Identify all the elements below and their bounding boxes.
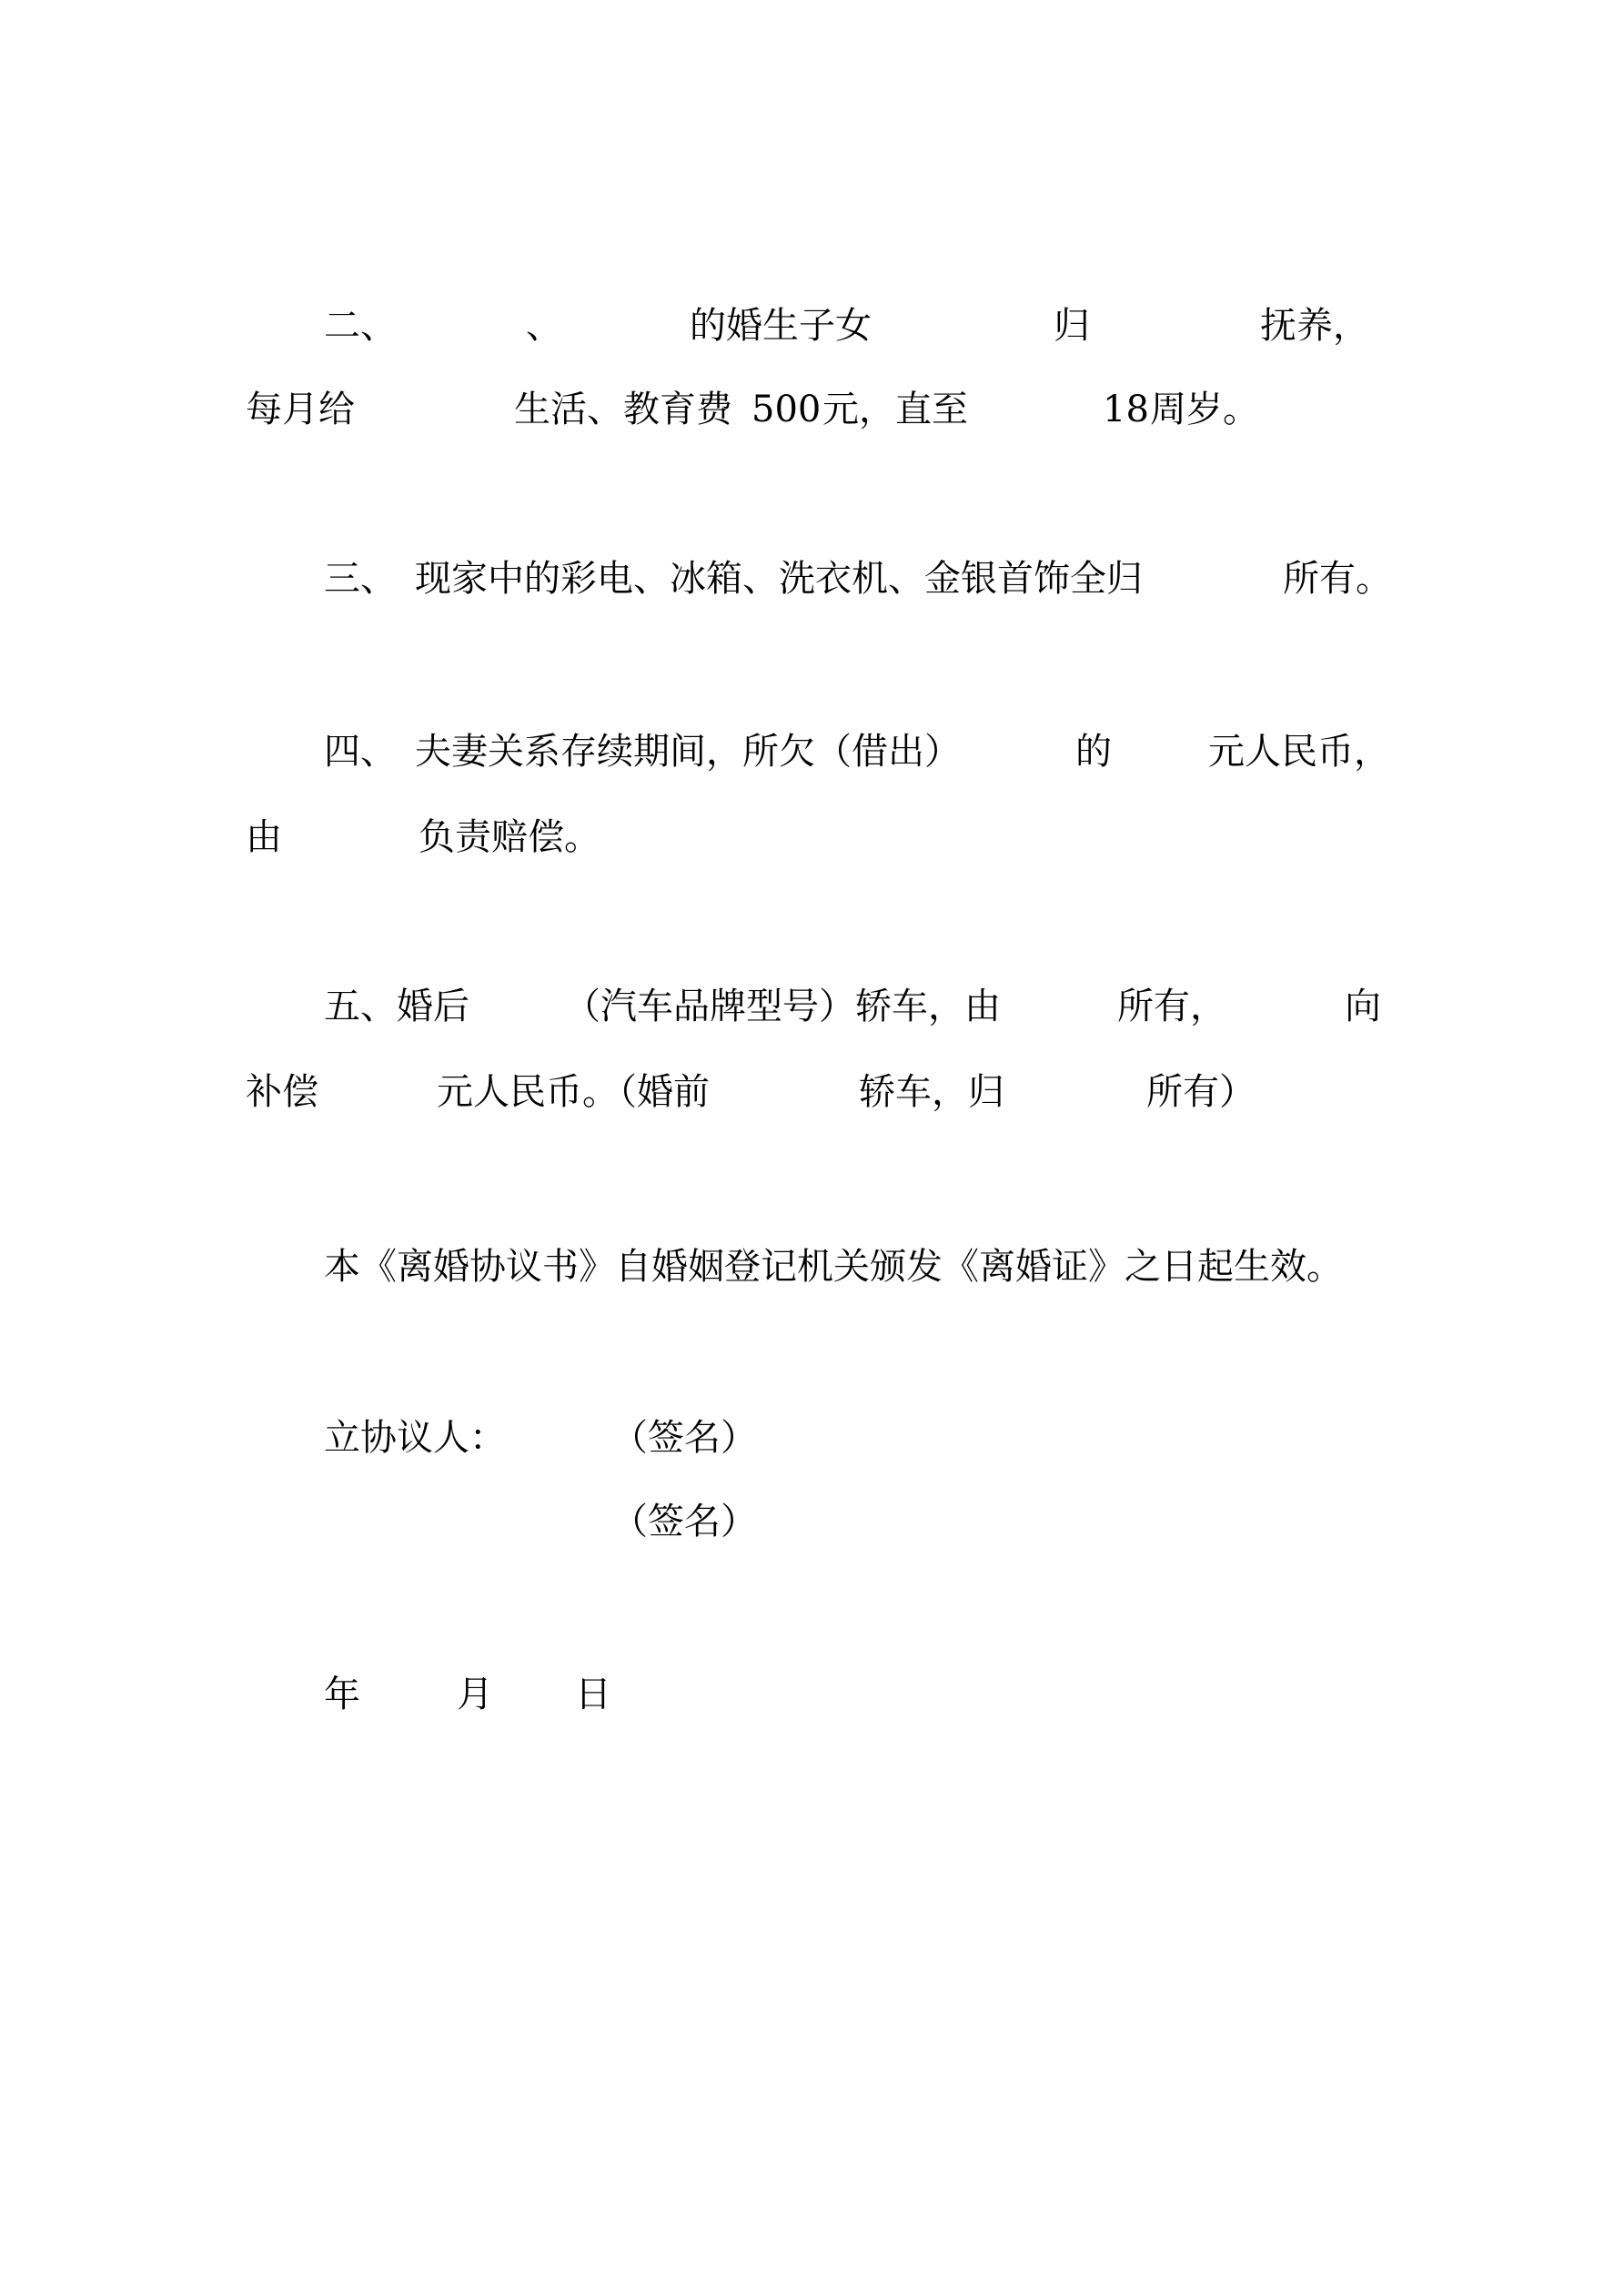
clause-text: 向 [1345,986,1381,1027]
clause-text: （汽车品牌型号）轿车，由 [564,986,1001,1027]
clause-text: 元人民币， [1208,731,1390,773]
signatories-label: 立协议人： [324,1417,506,1459]
clause-text: 周岁。 [1150,389,1259,430]
signature-placeholder: （签名） [611,1417,757,1459]
signature-placeholder: （签名） [611,1501,757,1542]
clause-number: 五、婚后 [324,986,469,1027]
date-month: 月 [457,1674,493,1715]
clause-text: 每月给 [246,389,355,430]
separator: 、 [526,305,562,347]
clause-text: 负责赔偿。 [419,816,600,858]
clause-text: 所有） [1146,1071,1256,1113]
clause-text: 轿车，归 [859,1071,1004,1113]
date-year: 年 [324,1674,360,1715]
date-day: 日 [575,1674,611,1715]
clause-text: 归 [1054,305,1090,347]
clause-text: 所有。 [1283,558,1392,600]
clause-text: 所有， [1117,986,1226,1027]
clause-number: 四、 [324,731,397,773]
clause-text: 夫妻关系存续期间，所欠（借出） [415,731,961,773]
clause-text: 生活、教育费 [514,389,732,430]
clause-text: 补偿 [246,1071,318,1113]
clause-text: 由 [246,816,282,858]
clause-text: 的 [1075,731,1112,773]
clause-text: 元，直至 [822,389,968,430]
clause-number: 二、 [324,305,397,347]
age-value: 18 [1103,389,1149,430]
clause-number: 三、 [324,558,397,600]
clause-text: 现家中的彩电、冰箱、洗衣机、金银首饰全归 [415,558,1143,600]
amount-value: 500 [751,389,822,430]
clause-text: 的婚生子女 [690,305,872,347]
effective-statement: 本《离婚协议书》自婚姻登记机关颁发《离婚证》之日起生效。 [324,1246,1343,1288]
clause-text: 抚养， [1260,305,1369,347]
clause-text: 元人民币。（婚前 [437,1071,710,1113]
